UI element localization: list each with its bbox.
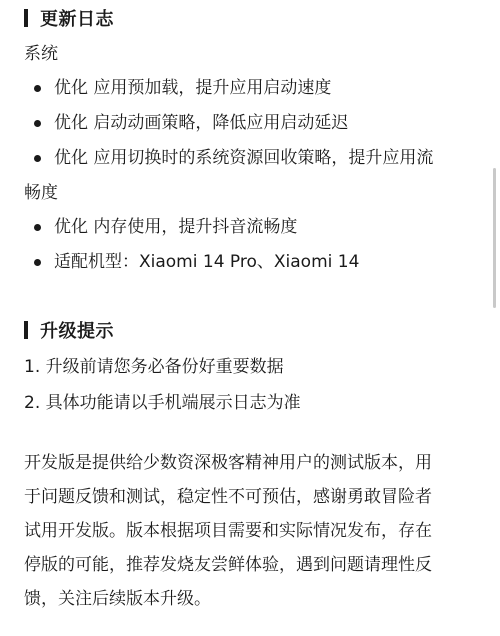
bullet-icon (34, 120, 41, 127)
notice-paragraph (24, 446, 479, 616)
bullet-icon (34, 155, 41, 162)
bullet-icon (34, 224, 41, 231)
notice-line: 试用开发版。版本根据项目需要和实际情况发布，存在 (24, 521, 432, 541)
section-marker (24, 321, 28, 339)
upgrade-item: 1. 升级前请您务必备份好重要数据 (24, 357, 284, 377)
upgrade-header (24, 318, 114, 342)
changelog-category: 系统 (24, 44, 58, 64)
list-item (24, 71, 474, 105)
list-item (24, 106, 474, 140)
list-item (24, 245, 474, 279)
scrollbar[interactable] (493, 168, 496, 308)
changelog-header (24, 6, 114, 30)
list-item-text: 适配机型：Xiaomi 14 Pro、Xiaomi 14 (54, 252, 360, 272)
list-item-text: 优化 启动动画策略，降低应用启动延迟 (54, 113, 349, 133)
bullet-icon (34, 259, 41, 266)
list-item-text: 优化 应用切换时的系统资源回收策略，提升应用流 (54, 148, 434, 168)
list-item-text: 优化 应用预加载，提升应用启动速度 (54, 78, 332, 98)
notice-line: 馈，关注后续版本升级。 (24, 589, 211, 609)
upgrade-title: 升级提示 (40, 321, 114, 342)
section-marker (24, 9, 28, 27)
upgrade-item: 2. 具体功能请以手机端展示日志为准 (24, 393, 301, 413)
list-item-text: 优化 内存使用，提升抖音流畅度 (54, 217, 298, 237)
list-item (24, 210, 474, 244)
bullet-icon (34, 85, 41, 92)
changelog-title: 更新日志 (40, 9, 114, 30)
notice-line: 于问题反馈和测试，稳定性不可预估，感谢勇敢冒险者 (24, 487, 432, 507)
list-item (24, 141, 474, 175)
list-item-text-continuation: 畅度 (24, 183, 58, 203)
notice-line: 停版的可能，推荐发烧友尝鲜体验，遇到问题请理性反 (24, 555, 432, 575)
notice-line: 开发版是提供给少数资深极客精神用户的测试版本，用 (24, 453, 432, 473)
